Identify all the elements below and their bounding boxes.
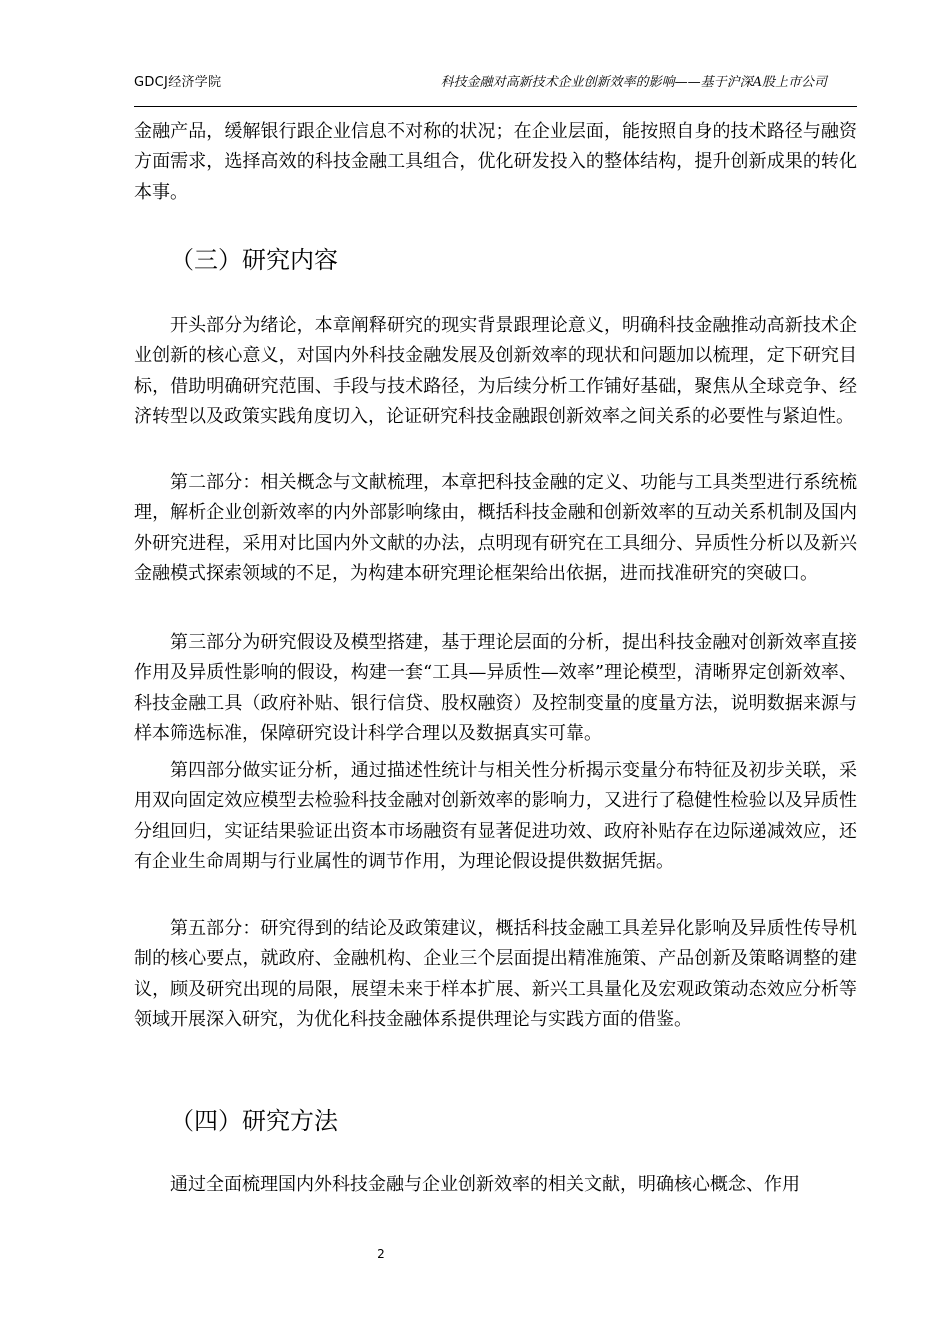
page-header [134, 66, 857, 107]
paragraph-part-two: 第二部分：相关概念与文献梳理，本章把科技金融的定义、功能与工具类型进行系统梳理，解析企业创新效率的内外部影响缘由，概括科技金融和创新效率的互动关系机制及国内外研究进程，采用对比国内外文献的办法，点明现有研究在工具细分、异质性分析以及新兴金融模式探索领域的不足，为构建本研究理论框架给出依据，进而找准研究的突破口。 [134, 472, 857, 584]
paragraph-part-four: 第四部分做实证分析，通过描述性统计与相关性分析揭示变量分布特征及初步关联，采用双向固定效应模型去检验科技金融对创新效率的影响力，又进行了稳健性检验以及异质性分组回归，实证结果验证出资本市场融资有显著促进功效、政府补贴存在边际递减效应，还有企业生命周期与行业属性的调节作用，为理论假设提供数据凭据。 [134, 760, 857, 872]
header-institution: GDCJ经济学院 [134, 75, 222, 90]
intro-paragraph: 金融产品，缓解银行跟企业信息不对称的状况；在企业层面，能按照自身的技术路径与融资方面需求，选择高效的科技金融工具组合，优化研发投入的整体结构，提升创新成果的转化本事。 [134, 121, 857, 203]
paragraph-part-five: 第五部分：研究得到的结论及政策建议，概括科技金融工具差异化影响及异质性传导机制的核心要点，就政府、金融机构、企业三个层面提出精准施策、产品创新及策略调整的建议，顾及研究出现的局限，展望未来于样本扩展、新兴工具量化及宏观政策动态效应分析等领域开展深入研究，为优化科技金融体系提供理论与实践方面的借鉴。 [134, 918, 857, 1030]
page-number: 2 [377, 1247, 385, 1261]
paragraph-methods-intro: 通过全面梳理国内外科技金融与企业创新效率的相关文献，明确核心概念、作用 [170, 1174, 800, 1195]
section-heading-research-content: （三）研究内容 [170, 246, 338, 274]
section-heading-research-methods: （四）研究方法 [170, 1107, 338, 1135]
paragraph-part-three: 第三部分为研究假设及模型搭建，基于理论层面的分析，提出科技金融对创新效率直接作用及异质性影响的假设，构建一套“工具—异质性—效率”理论模型，清晰界定创新效率、科技金融工具（政府补贴、银行信贷、股权融资）及控制变量的度量方法，说明数据来源与样本筛选标准，保障研究设计科学合理以及数据真实可靠。 [134, 632, 857, 744]
header-paper-title: 科技金融对高新技术企业创新效率的影响——基于沪深A股上市公司 [440, 75, 827, 90]
paragraph-introduction-part: 开头部分为绪论，本章阐释研究的现实背景跟理论意义，明确科技金融推动高新技术企业创新的核心意义，对国内外科技金融发展及创新效率的现状和问题加以梳理，定下研究目标，借助明确研究范围、手段与技术路径，为后续分析工作铺好基础，聚焦从全球竞争、经济转型以及政策实践角度切入，论证研究科技金融跟创新效率之间关系的必要性与紧迫性。 [134, 315, 857, 427]
